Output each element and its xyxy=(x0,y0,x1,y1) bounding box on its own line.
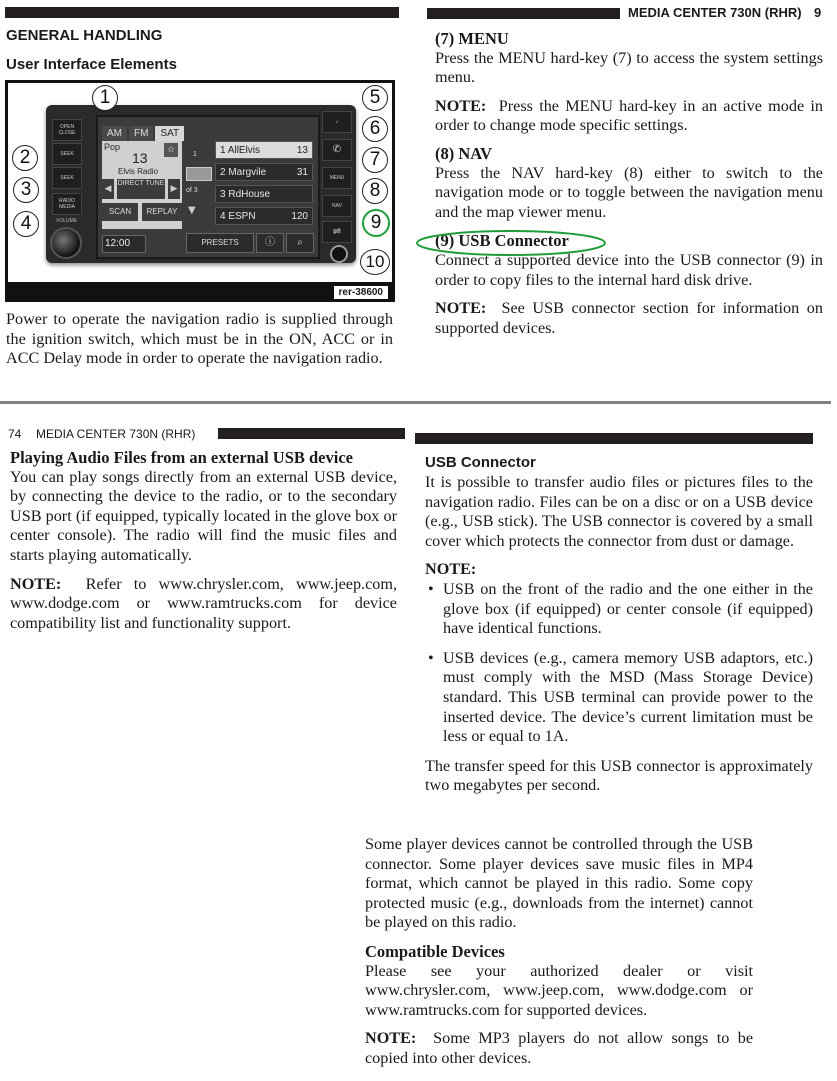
note-label: NOTE: xyxy=(10,574,62,593)
nav-heading: (8) NAV xyxy=(435,143,492,163)
usb-note-text: See USB connector section for information on supported devices. xyxy=(435,299,823,337)
menu-key xyxy=(322,167,352,189)
figure-reference-tag: rer-38600 xyxy=(333,285,389,300)
usb-connector-body: It is possible to transfer audio files or pictures files to the navigation radio. Files can be on a disc or on a USB device (e.g., USB stick). The USB connector is covered by a small cover which protects the connector from dust or damage. xyxy=(425,473,813,550)
seek-down-label: SEEK xyxy=(60,175,74,181)
bottom-header-bar-right xyxy=(415,433,813,444)
callout-1: 1 xyxy=(92,85,118,111)
playing-audio-body: You can play songs directly from an external USB device, by connecting the device to the radio, or to the secondary USB port (if equipped, typically located in the glove box or center console). The radio will find the music files and starts playing automatically. xyxy=(10,467,397,564)
genre-label: Pop xyxy=(104,142,121,152)
band-tabs xyxy=(102,121,186,141)
menu-body: Press the MENU hard-key (7) to access the system settings menu. xyxy=(435,48,823,87)
preset-index: 4 xyxy=(220,211,226,222)
preset-index: 1 xyxy=(220,145,226,156)
voice-key: ♪ xyxy=(322,111,352,133)
list-item xyxy=(425,580,813,639)
usb-heading: (9) USB Connector xyxy=(435,231,569,251)
favorite-icon: ☆ xyxy=(164,143,178,157)
menu-heading: (7) MENU xyxy=(435,29,509,48)
page-current: 1 xyxy=(193,151,197,158)
compatible-devices-text: Please see your authorized dealer or visit www.chrysler.com, www.jeep.com, www.dodge.com or www.ramtrucks.com for supported devices. xyxy=(365,961,753,1019)
callout-7: 7 xyxy=(362,147,388,173)
preset-index: 2 xyxy=(220,167,226,178)
phone-key: ✆ xyxy=(322,139,352,161)
volume-knob xyxy=(50,227,82,259)
preset-item xyxy=(215,207,313,225)
info-icon: ⓘ xyxy=(256,233,284,253)
usb-connector-heading: USB Connector xyxy=(425,454,536,471)
callout-3: 3 xyxy=(13,177,39,203)
usb-note-list xyxy=(425,580,813,747)
replay-button: REPLAY xyxy=(142,203,182,221)
bottom-running-header: MEDIA CENTER 730N (RHR) xyxy=(36,427,196,441)
preset-index: 3 xyxy=(220,189,226,200)
preset-channel: 120 xyxy=(291,211,308,222)
note-label: NOTE: xyxy=(435,299,487,318)
page-indicator: of 3 xyxy=(186,187,198,194)
prev-arrow-icon: ◀ xyxy=(102,179,114,199)
usb-note xyxy=(435,299,823,338)
callout-10: 10 xyxy=(360,249,390,275)
aux-jack xyxy=(330,245,348,263)
figure-background xyxy=(8,83,392,282)
header-bar-left xyxy=(5,7,399,18)
music-search-icon: ⌕ xyxy=(286,233,314,253)
bottom-page-number: 74 xyxy=(8,427,22,441)
player-devices-paragraph: Some player devices cannot be controlled through the USB connector. Some player devices save music files in MP4 format, which cannot be played in this radio. Some copy protected music (e.g., downloads from the internet) cannot be played on this radio. xyxy=(365,835,753,932)
list-item xyxy=(425,649,813,747)
preset-channel: 13 xyxy=(296,145,308,156)
tab-am: AM xyxy=(102,126,127,141)
callout-9: 9 xyxy=(362,209,390,237)
preset-name: Margvile xyxy=(228,167,267,178)
channel-number: 13 xyxy=(132,150,148,166)
usb-connector-note-label: NOTE: xyxy=(425,560,477,579)
radio-screen xyxy=(96,115,320,259)
bullet-text: USB on the front of the radio and the one either in the glove box (if equipped) or center console (if equipped) have identical functions. xyxy=(443,579,813,638)
scroll-down-icon: ▼ xyxy=(188,205,196,216)
preset-item xyxy=(215,141,313,159)
preset-item xyxy=(215,185,313,203)
transfer-speed-text: The transfer speed for this USB connector is approximately two megabytes per second. xyxy=(425,756,813,795)
section-title: GENERAL HANDLING xyxy=(6,27,163,44)
clock: 12:00 xyxy=(102,235,146,253)
bottom-header-bar-left xyxy=(218,428,405,439)
preset-name: ESPN xyxy=(228,211,256,222)
header-bar-right xyxy=(427,8,620,19)
page-divider xyxy=(0,401,831,404)
nav-key-label: NAV xyxy=(332,203,342,209)
seek-up-key xyxy=(52,143,82,165)
bullet-icon: • xyxy=(428,579,434,598)
usb-connector-section xyxy=(425,453,813,796)
preset-item xyxy=(215,163,313,181)
preset-channel: 31 xyxy=(296,167,308,178)
usb-body: Connect a supported device into the USB connector (9) in order to copy files to the internal hard disk drive. xyxy=(435,250,823,289)
callout-8: 8 xyxy=(362,178,388,204)
playing-audio-note xyxy=(10,575,397,634)
open-close-key xyxy=(52,119,82,141)
usb-connector: ⇌ xyxy=(322,221,352,243)
menu-section xyxy=(435,29,823,338)
playing-audio-section xyxy=(10,448,397,633)
bullet-text: USB devices (e.g., camera memory USB adaptors, etc.) must comply with the MSD (Mass Storage Device) standard. This USB terminal can provide power to the inserted device. The device’s current limitation must be less or equal to 1A. xyxy=(443,648,813,746)
seek-down-key xyxy=(52,167,82,189)
continuation-section xyxy=(365,835,753,1069)
direct-tune-button: DIRECT TUNE xyxy=(117,179,165,199)
volume-label: VOLUME xyxy=(56,218,78,224)
radio-media-label: RADIO MEDIA xyxy=(59,198,75,210)
seek-up-label: SEEK xyxy=(60,151,74,157)
highlight-ellipse xyxy=(414,228,608,258)
menu-note-text: Press the MENU hard-key in an active mode in order to change mode specific settings. xyxy=(435,96,823,135)
callout-2: 2 xyxy=(12,145,38,171)
menu-key-label: MENU xyxy=(329,175,345,181)
tab-sat: SAT xyxy=(155,126,184,141)
now-playing-panel xyxy=(102,141,182,229)
nav-body: Press the NAV hard-key (8) either to switch to the navigation mode or to toggle between the navigation menu and the map viewer menu. xyxy=(435,163,823,221)
presets-button: PRESETS xyxy=(186,233,254,253)
running-header: MEDIA CENTER 730N (RHR) xyxy=(628,5,802,20)
page-number: 9 xyxy=(814,5,822,20)
playing-audio-heading: Playing Audio Files from an external USB device xyxy=(10,448,353,467)
open-close-label: OPEN CLOSE xyxy=(58,124,76,136)
note-label: NOTE: xyxy=(435,96,487,115)
scroll-thumb xyxy=(186,167,212,181)
radio-figure xyxy=(5,80,395,302)
mp3-note xyxy=(365,1029,753,1068)
mp3-note-text: Some MP3 players do not allow songs to be copied into other devices. xyxy=(365,1029,753,1067)
tab-fm: FM xyxy=(129,126,153,141)
nav-key xyxy=(322,195,352,217)
callout-4: 4 xyxy=(13,211,39,237)
channel-name: Elvis Radio xyxy=(118,167,159,176)
preset-name: RdHouse xyxy=(228,189,271,200)
scan-button: SCAN xyxy=(102,203,138,221)
radio-media-key xyxy=(52,193,82,215)
callout-6: 6 xyxy=(362,116,388,142)
next-arrow-icon: ▶ xyxy=(168,179,180,199)
compatible-devices-heading: Compatible Devices xyxy=(365,941,505,961)
note-label: NOTE: xyxy=(365,1029,417,1048)
power-info-paragraph: Power to operate the navigation radio is supplied through the ignition switch, which must be in the ON, ACC or in ACC Delay mode in order to operate the navigation radio. xyxy=(6,310,393,368)
preset-name: AllElvis xyxy=(227,145,261,156)
playing-audio-note-text: Refer to www.chrysler.com, www.jeep.com, www.dodge.com or www.ramtrucks.com for device compatibility list and functionality support. xyxy=(10,574,397,632)
callout-5: 5 xyxy=(362,85,388,111)
subsection-title: User Interface Elements xyxy=(6,56,177,73)
bullet-icon: • xyxy=(428,648,434,667)
menu-note xyxy=(435,97,823,136)
